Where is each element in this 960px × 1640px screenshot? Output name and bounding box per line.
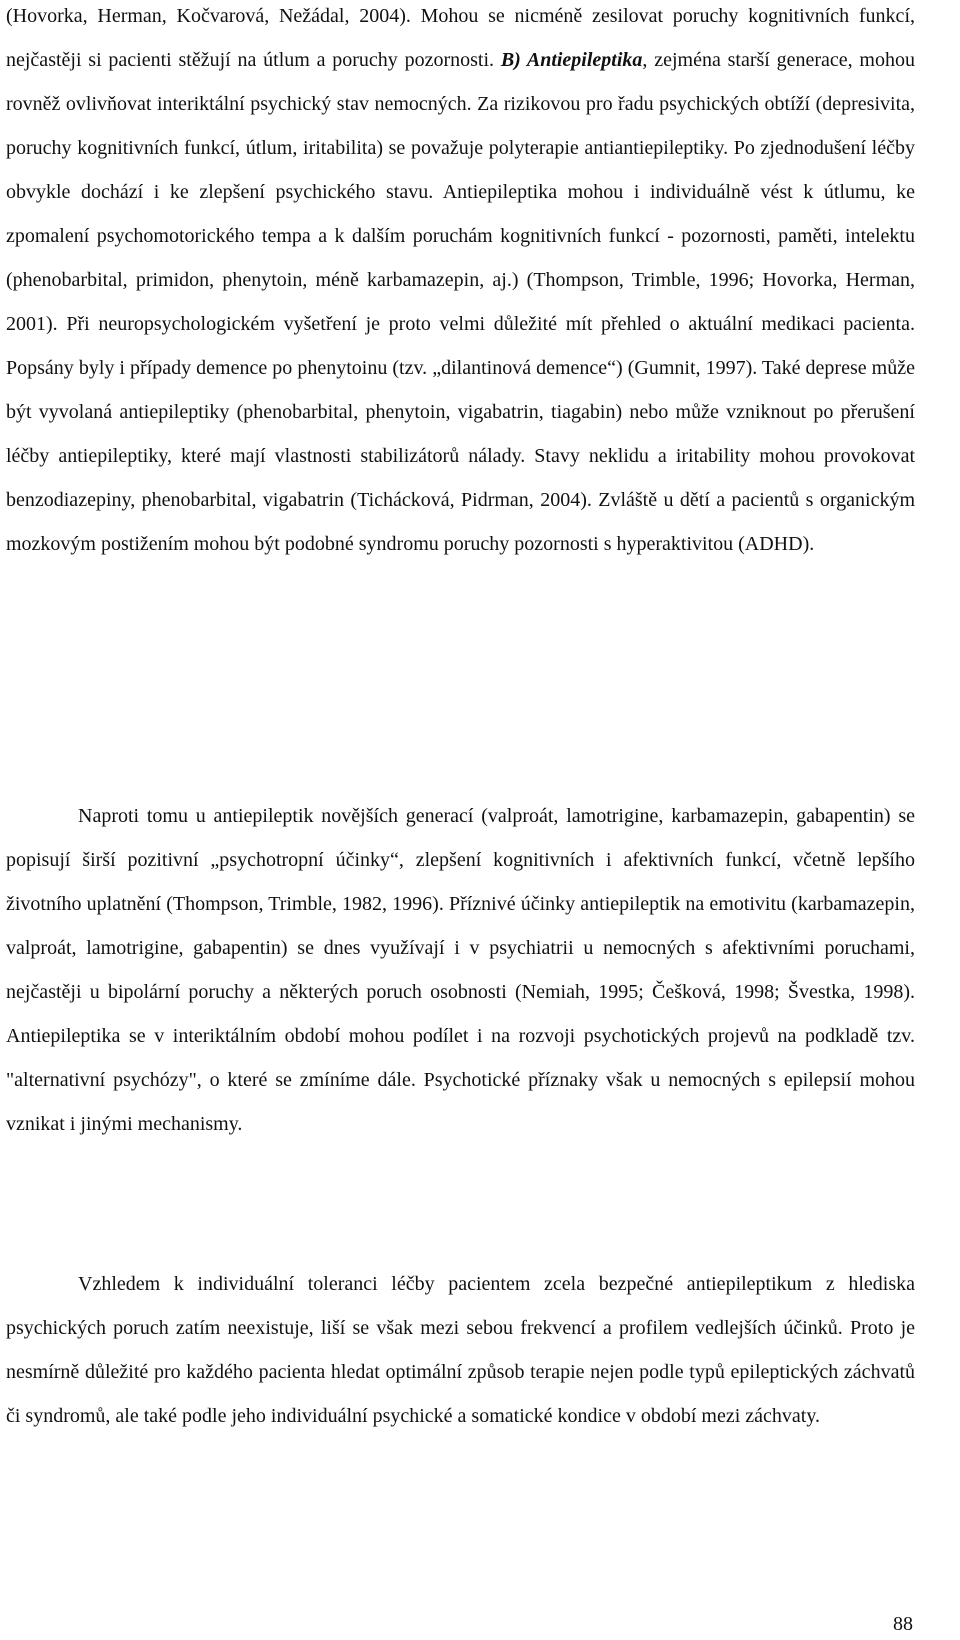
page-number: 88 (893, 1613, 913, 1635)
paragraph-newer-generation: Naproti tomu u antiepileptik novějších generací (valproát, lamotrigine, karbamazepin, gabapentin) se popisují širší pozitivní „psychotropní účinky“, zlepšení kognitivních i afektivních funkcí, včetně lepšího životního uplatnění (Thompson, Trimble, 1982, 1996). Příznivé účinky antiepileptik na emotivitu (karbamazepin, valproát, lamotrigine, gabapentin) se dnes využívají i v psychiatrii u nemocných s afektivními poruchami, nejčastěji u bipolární poruchy a některých poruch osobnosti (Nemiah, 1995; Češková, 1998; Švestka, 1998). Antiepileptika se v interiktálním období mohou podílet i na rozvoji psychotických projevů na podkladě tzv. "alternativní psychózy", o které se zmíníme dále. Psychotické příznaky však u nemocných s epilepsií mohou vznikat i jinými mechanismy. (6, 805, 915, 1135)
paragraph-antiepileptics-effects (6, 0, 915, 566)
section-label-b: B) Antiepileptika (500, 49, 643, 71)
paragraph-individual-tolerance: Vzhledem k individuální toleranci léčby pacientem zcela bezpečné antiepileptikum z hlediska psychických poruch zatím neexistuje, liší se však mezi sebou frekvencí a profilem vedlejších účinků. Proto je nesmírně důležité pro každého pacienta hledat optimální způsob terapie nejen podle typů epileptických záchvatů či syndromů, ale také podle jeho individuální psychické a somatické kondice v období mezi záchvaty. (6, 1273, 915, 1427)
paragraph-lead-text: (Hovorka, Herman, Kočvarová, Nežádal, 2004). Mohou se nicméně zesilovat poruchy kognitivních funkcí, nejčastěji si pacienti stěžují na útlum a poruchy pozornosti. (6, 5, 915, 71)
paragraph-body-text: , zejména starší generace, mohou rovněž ovlivňovat interiktální psychický stav nemocných. Za rizikovou pro řadu psychických obtíží (depresivita, poruchy kognitivních funkcí, útlum, iritabilita) se považuje polyterapie antiantiepileptiky. Po zjednodušení léčby obvykle dochází i ke zlepšení psychického stavu. Antiepileptika mohou i individuálně vést k útlumu, ke zpomalení psychomotorického tempa a k dalším poruchám kognitivních funkcí - pozornosti, paměti, intelektu (phenobarbital, primidon, phenytoin, méně karbamazepin, aj.) (Thompson, Trimble, 1996; Hovorka, Herman, 2001). Při neuropsychologickém vyšetření je proto velmi důležité mít přehled o aktuální medikaci pacienta. Popsány byly i případy demence po phenytoinu (tzv. „dilantinová demence“) (Gumnit, 1997). Také deprese může být vyvolaná antiepileptiky (phenobarbital, phenytoin, vigabatrin, tiagabin) nebo může vzniknout po přerušení léčby antiepileptiky, které mají vlastnosti stabilizátorů nálady. Stavy neklidu a iritability mohou provokovat benzodiazepiny, phenobarbital, vigabatrin (Tichácková, Pidrman, 2004). Zvláště u dětí a pacientů s organickým mozkovým postižením mohou být podobné syndromu poruchy pozornosti s hyperaktivitou (ADHD). (6, 49, 915, 555)
